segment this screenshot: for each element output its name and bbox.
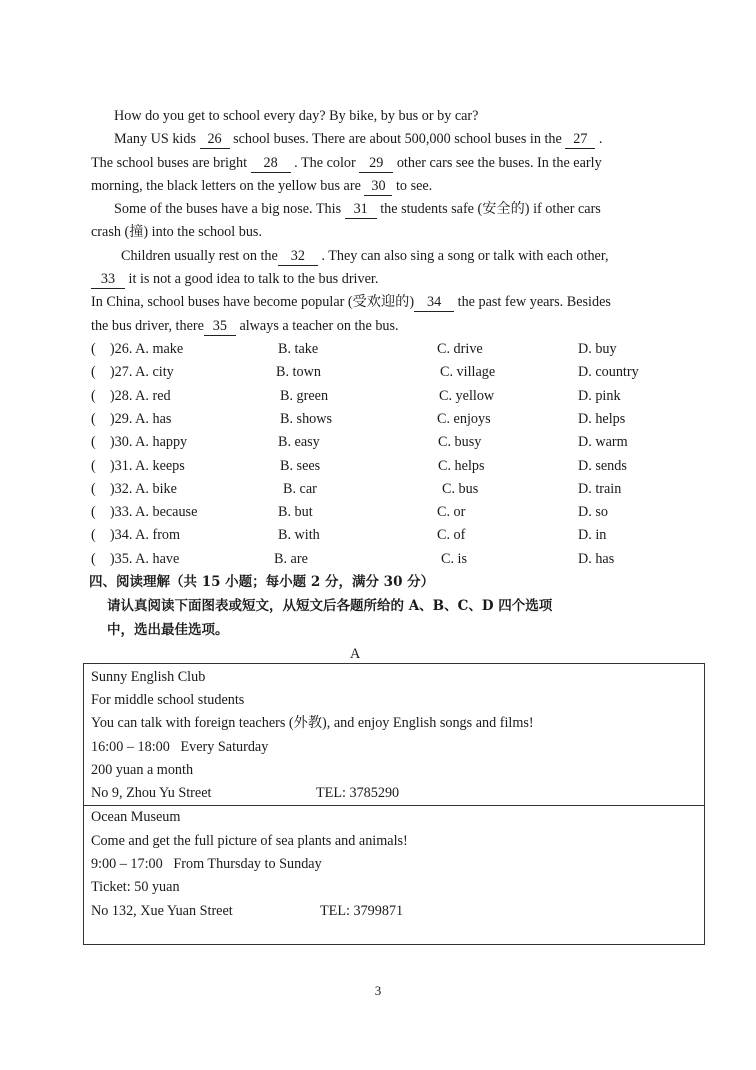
option-c: C. or [437, 504, 466, 521]
option-d: D. pink [578, 387, 621, 404]
option-b: B. take [278, 341, 319, 357]
option-c: C. enjoys [437, 410, 491, 427]
option-d: D. has [578, 550, 615, 567]
question-stem: ( )31. A. keeps [91, 457, 185, 474]
text: the bus driver, there [91, 318, 204, 334]
blank-26: 26 [200, 130, 230, 149]
museum-description: Come and get the full picture of sea plants and animals! [91, 833, 408, 849]
option-d: D. buy [578, 341, 617, 357]
text: morning, the black letters on the yellow bus are [91, 178, 365, 194]
option-b: B. are [274, 550, 308, 567]
option-c: C. drive [437, 341, 483, 357]
blank-27: 27 [565, 130, 595, 149]
option-b: B. sees [280, 457, 321, 474]
option-b: B. shows [280, 410, 333, 427]
passage-line-9 [91, 293, 611, 312]
option-c: C. helps [438, 457, 485, 474]
option-b: B. but [278, 504, 313, 521]
option-c: C. is [441, 550, 468, 567]
option-d: D. so [578, 504, 608, 521]
text: other cars see the buses. In the early [393, 155, 602, 171]
club-address: No 9, Zhou Yu Street [91, 785, 212, 801]
question-stem: ( )28. A. red [91, 387, 171, 404]
question-stem: ( )29. A. has [91, 410, 172, 427]
option-d: D. helps [578, 410, 626, 427]
text: . They can also sing a song or talk with each other, [317, 248, 609, 264]
passage-line-2 [114, 130, 602, 149]
section-instruction-1: 请认真阅读下面图表或短文，从短文后各题所给的 A、B、C、D 四个选项 [107, 598, 553, 614]
option-d: D. train [578, 480, 622, 497]
option-d: D. sends [578, 457, 627, 474]
question-stem: ( )26. A. make [91, 341, 184, 357]
passage-line-1: How do you get to school every day? By bike, by bus or by car? [114, 108, 479, 124]
passage-line-3 [91, 154, 602, 173]
option-d: D. in [578, 527, 607, 544]
text: Children usually rest on the [121, 248, 278, 264]
museum-name: Ocean Museum [91, 809, 181, 825]
passage-line-6: crash (撞) into the school bus. [91, 224, 263, 240]
text: it is not a good idea to talk to the bus driver. [125, 271, 379, 287]
club-tel: TEL: 3785290 [316, 785, 400, 801]
option-b: B. with [278, 527, 320, 544]
option-c: C. of [437, 527, 466, 544]
option-b: B. car [283, 480, 317, 497]
text: to see. [392, 178, 433, 194]
blank-34: 34 [414, 293, 454, 312]
option-c: C. village [440, 364, 496, 381]
section-instruction-2: 中，选出最佳选项。 [107, 622, 229, 638]
text: the past few years. Besides [454, 294, 611, 310]
option-d: D. country [578, 364, 639, 381]
club-price: 200 yuan a month [91, 762, 194, 778]
text: . [595, 131, 603, 147]
blank-33: 33 [91, 270, 125, 289]
blank-30: 30 [364, 177, 392, 196]
blank-32: 32 [278, 247, 318, 266]
blank-31: 31 [345, 200, 377, 219]
passage-line-5 [114, 200, 601, 219]
text: Many US kids [114, 131, 200, 147]
option-b: B. green [280, 387, 329, 404]
question-stem: ( )27. A. city [91, 364, 174, 381]
passage-line-4 [91, 177, 432, 196]
text: In China, school buses have become popular (受欢迎的) [91, 294, 415, 310]
question-stem: ( )35. A. have [91, 550, 180, 567]
question-stem: ( )32. A. bike [91, 480, 177, 497]
option-d: D. warm [578, 434, 628, 451]
blank-29: 29 [359, 154, 393, 173]
text: always a teacher on the bus. [235, 318, 399, 334]
museum-address: No 132, Xue Yuan Street [91, 903, 233, 919]
club-audience: For middle school students [91, 692, 245, 708]
museum-time: 9:00 – 17:00 From Thursday to Sunday [91, 856, 322, 872]
museum-tel: TEL: 3799871 [320, 903, 404, 919]
club-name: Sunny English Club [91, 669, 206, 685]
ads-divider [83, 805, 704, 806]
text: . The color [290, 155, 360, 171]
text: The school buses are bright [91, 155, 251, 171]
museum-ticket: Ticket: 50 yuan [91, 879, 180, 895]
question-stem: ( )30. A. happy [91, 434, 188, 451]
option-b: B. town [276, 364, 321, 381]
option-c: C. yellow [439, 387, 495, 404]
option-c: C. busy [438, 434, 482, 451]
text: school buses. There are about 500,000 school buses in the [229, 131, 566, 147]
section-title: 四、阅读理解（共 15 小题；每小题 2 分，满分 30 分） [89, 574, 435, 590]
passage-line-10 [91, 317, 399, 336]
text: the students safe (安全的) if other cars [376, 201, 601, 217]
option-b: B. easy [278, 434, 320, 451]
club-time: 16:00 – 18:00 Every Saturday [91, 739, 269, 755]
text: Some of the buses have a big nose. This [114, 201, 345, 217]
page-number: 3 [374, 983, 382, 998]
question-stem: ( )34. A. from [91, 527, 181, 544]
question-stem: ( )33. A. because [91, 504, 198, 521]
club-description: You can talk with foreign teachers (外教), and enjoy English songs and films! [91, 715, 534, 731]
passage-letter: A [350, 646, 361, 662]
blank-28: 28 [251, 154, 291, 173]
passage-line-7 [121, 247, 609, 266]
blank-35: 35 [204, 317, 236, 336]
option-c: C. bus [442, 480, 479, 497]
passage-line-8 [91, 270, 378, 289]
